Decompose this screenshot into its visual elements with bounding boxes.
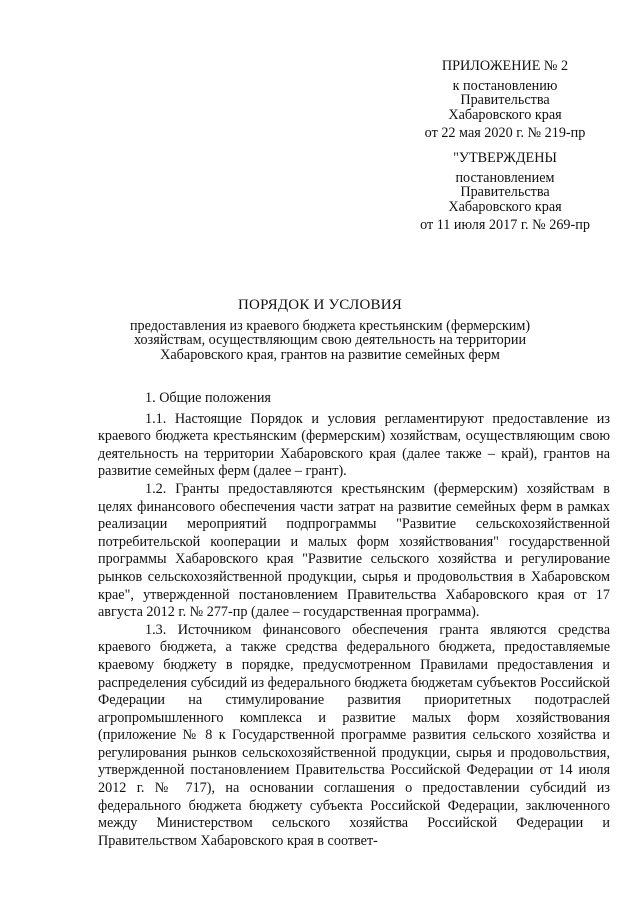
approved-title: "УТВЕРЖДЕНЫ xyxy=(453,150,557,166)
paragraph-1-2: 1.2. Гранты предоставляются крестьянским (фермерским) хозяйствам в целях финансового обеспечения части затрат на развитие семейных ферм в рамках реализации мероприятий подпрограммы "Развитие сельскохозяйственной потребительской кооперации и малых форм хозяйствования" государственной программы Хабаровского края "Развитие сельского хозяйства и регулирование рынков сельскохозяйственной продукции, сырья и продовольствия в Хабаровском крае", утвержденной постановлением Правительства Хабаровского края от 17 августа 2012 г. № 277-пр (далее – государственная программа). xyxy=(98,480,610,621)
appendix-line-1: к постановлению xyxy=(452,77,558,94)
appendix-line-4: от 22 мая 2020 г. № 219-пр xyxy=(424,125,586,141)
section-heading: 1. Общие положения xyxy=(145,390,271,406)
document-title: ПОРЯДОК И УСЛОВИЯ xyxy=(238,297,402,313)
approved-line-3: Хабаровского края xyxy=(448,198,562,215)
document-subtitle: предоставления из краевого бюджета крестьянским (фермерским) хозяйствам, осуществляющим свою деятельность на территории Хабаровского края, грантов на развитие семейных ферм xyxy=(129,318,531,363)
approved-line-1: постановлением xyxy=(455,169,555,186)
appendix-line-3: Хабаровского края xyxy=(448,106,562,123)
approved-line-2: Правительства xyxy=(460,184,550,200)
paragraph-1-3: 1.3. Источником финансового обеспечения гранта являются средства краевого бюджета, а также средства федерального бюджета, предоставляемые краевому бюджету в порядке, предусмотренном Правилами предоставления и распределения субсидий из федерального бюджета бюджетам субъектов Российской Федерации на стимулирование развития приоритетных подотраслей агропромышленного комплекса и развитие малых форм хозяйствования (приложение № 8 к Государственной программе развития сельского хозяйства и регулирования рынков сельскохозяйственной продукции, сырья и продовольствия, утвержденной постановлением Правительства Российской Федерации от 14 июля 2012 г. № 717), на основании соглашения о предоставлении субсидий из федерального бюджета бюджету субъекта Российской Федерации, заключенного между Министерством сельского хозяйства Российской Федерации и Правительством Хабаровского края в соответ- xyxy=(98,621,610,849)
paragraph-1-1: 1.1. Настоящие Порядок и условия регламентируют предоставление из краевого бюджета крестьянским (фермерским) хозяйствам, осуществляющим свою деятельность на территории Хабаровского края (далее также – край), грантов на развитие семейных ферм (далее – грант). xyxy=(98,410,610,480)
approved-line-4: от 11 июля 2017 г. № 269-пр xyxy=(420,217,590,233)
appendix-title: ПРИЛОЖЕНИЕ № 2 xyxy=(441,58,569,74)
approved-block xyxy=(395,151,615,233)
appendix-block xyxy=(395,59,615,141)
document-body xyxy=(98,390,610,850)
appendix-line-2: Правительства xyxy=(460,92,550,108)
